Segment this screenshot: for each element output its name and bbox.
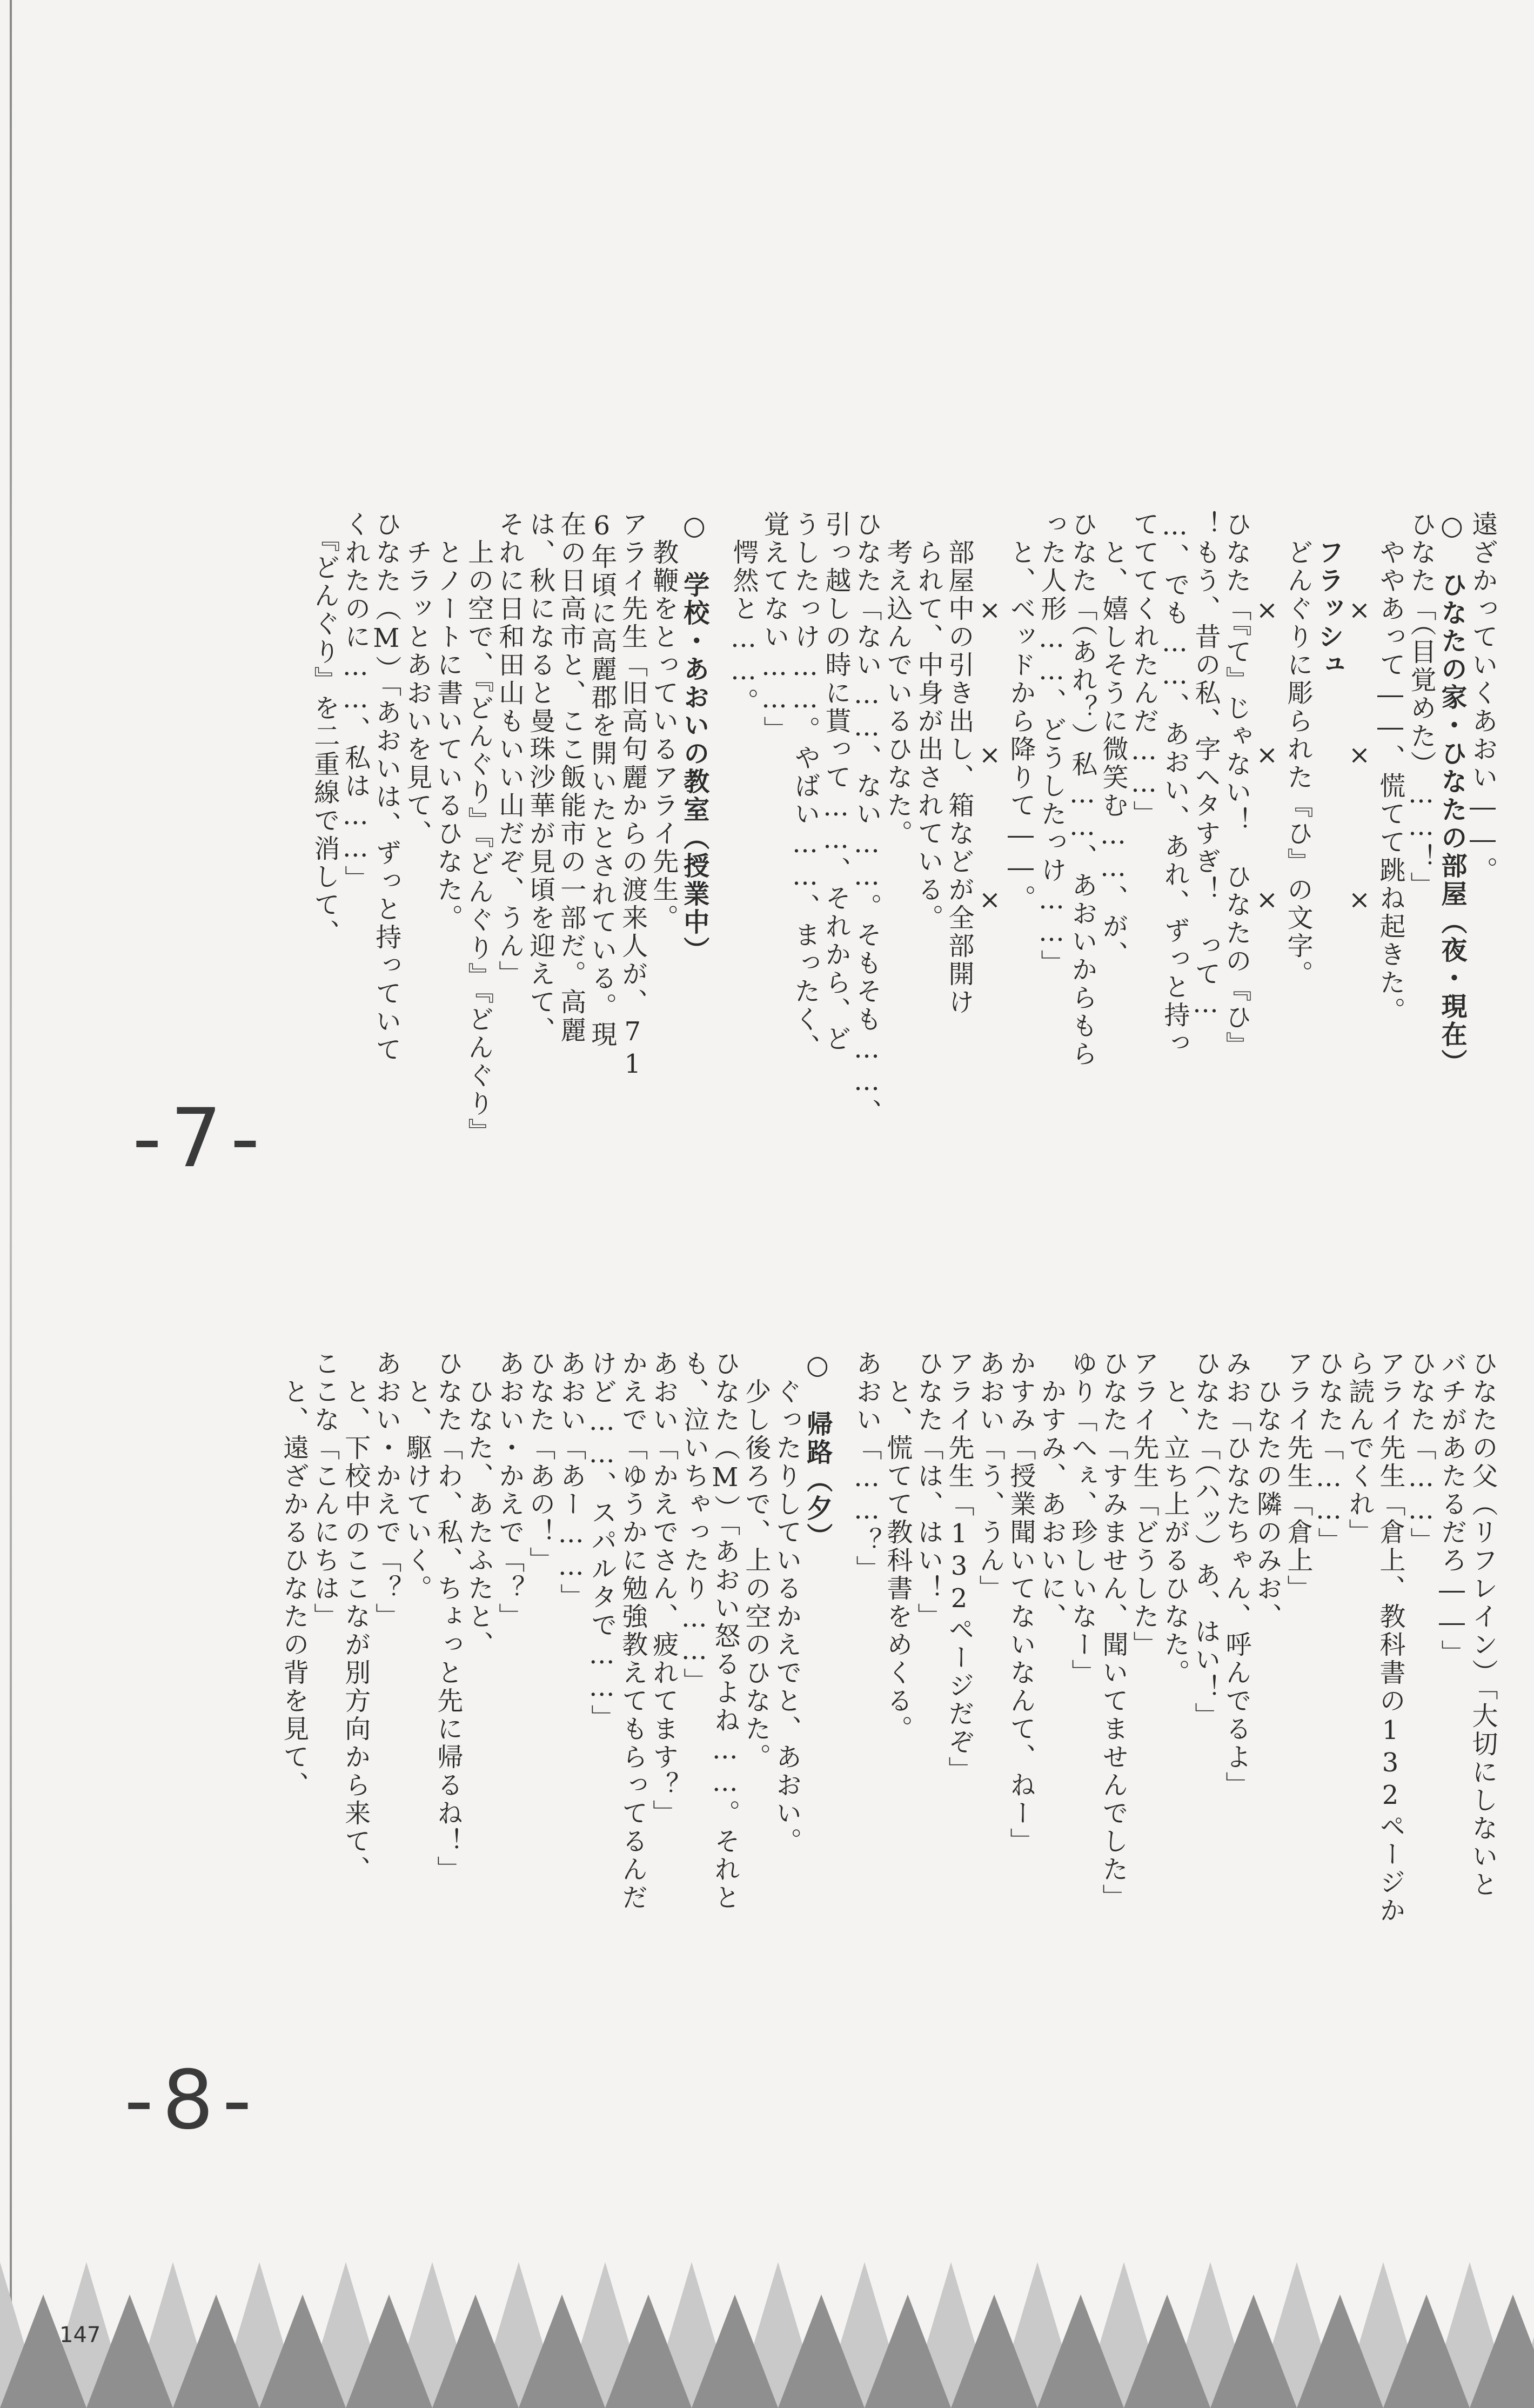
- script-line: それに日和田山もいい山だぞ、うん」: [494, 511, 525, 988]
- scene-heading: ○ ひなたの家・ひなたの部屋（夜・現在）: [1437, 511, 1467, 1077]
- script-line: チラッとあおいを見て、: [401, 511, 432, 848]
- script-line: ひなた「は、はい！」: [913, 1350, 943, 1631]
- script-line: ひなた「すみません、聞いてませんでした」: [1098, 1350, 1128, 1912]
- script-line: かえで「ゆうかに勉強教えてもらってるんだ: [617, 1350, 648, 1912]
- script-line: バチがあたるだろ――」: [1437, 1350, 1467, 1668]
- scene-heading: ○ 帰路（夕）: [802, 1350, 833, 1551]
- script-line: ひなた（M）「あおいは、ずっと持っていて: [371, 511, 401, 1064]
- script-line: ひなた、あたふたと、: [463, 1350, 494, 1659]
- script-line: ひなたの父（リフレイン）「大切にしないと: [1468, 1350, 1498, 1899]
- binding-line: [10, 0, 12, 2408]
- script-line: あおい・かえで「？」: [371, 1350, 401, 1631]
- script-line: くれたのに……、私は……」: [340, 511, 371, 893]
- script-line: った人形……、どうしたっけ……」: [1036, 511, 1067, 978]
- script-line: ひなた「ない……、ない……。そもそも……、: [852, 511, 882, 1127]
- script-line: 『どんぐり』を二重線で消して、: [309, 511, 340, 947]
- script-line: ややあって――、慌てて跳ね起きた。: [1375, 511, 1405, 1025]
- script-line: ら読んでくれ」: [1344, 1350, 1375, 1547]
- script-line: あおい・かえで「？」: [494, 1350, 525, 1631]
- script-line: × × ×: [975, 511, 1005, 917]
- script-line: 上の空で、『どんぐり』『どんぐり』『どんぐり』: [463, 511, 494, 1146]
- script-line: 引っ越しの時に貰って……、それから、ど: [821, 511, 851, 1053]
- script-line: てててくれたんだ……」: [1129, 511, 1159, 828]
- script-line: 愕然と……。: [728, 511, 759, 716]
- script-line: ひなた（M）「あおい怒るよね……。それと: [709, 1350, 740, 1912]
- script-line: あおい「あー……」: [555, 1350, 586, 1611]
- scene-heading: ○ 学校・あおいの教室（授業中）: [679, 511, 709, 965]
- script-line: とノートに書いているひなた。: [432, 511, 463, 932]
- triangle-footer-decoration: [0, 2230, 1534, 2408]
- script-line: 覚えてない……」: [759, 511, 789, 744]
- script-line: ！もう、昔の私、字ヘタすぎ！ って…: [1190, 511, 1221, 1021]
- script-line: ひなた「（ハッ）あ、はい！」: [1190, 1350, 1221, 1730]
- script-line: ひなた「……」: [1406, 1350, 1436, 1555]
- script-line: ゆり「へぇ、珍しいなー」: [1067, 1350, 1097, 1687]
- scene-number-7: -7-: [132, 1092, 269, 1186]
- script-line: フラッシュ: [1314, 511, 1344, 679]
- script-line: ひなた「……」: [1314, 1350, 1344, 1555]
- script-line: ひなた「（目覚めた）……！」: [1406, 511, 1436, 900]
- script-line: アライ先生「旧高句麗からの渡来人が、71: [617, 511, 648, 1081]
- script-line: と、慌てて教科書をめくる。: [882, 1350, 913, 1743]
- page-folio: 147: [59, 2323, 101, 2347]
- script-line: ひなた「『て』じゃない！ ひなたの『ひ』: [1221, 511, 1251, 1060]
- script-line: と、立ち上がるひなた。: [1160, 1350, 1190, 1687]
- script-line: ひなた「わ、私、ちょっと先に帰るね！」: [432, 1350, 463, 1884]
- script-line: …、でも……、あおい、あれ、ずっと持っ: [1160, 511, 1190, 1058]
- script-line: 少し後ろで、上の空のひなた。: [740, 1350, 771, 1771]
- script-line: アライ先生「倉上」: [1283, 1350, 1313, 1603]
- script-line: 考え込んでいるひなた。: [882, 511, 913, 848]
- script-line: あおい「かえでさん、疲れてます？」: [648, 1350, 679, 1828]
- script-line: うしたっけ……。やばい……、まったく、: [790, 511, 820, 1062]
- script-line: × × ×: [1344, 511, 1375, 917]
- script-line: みお「ひなたちゃん、呼んでるよ」: [1221, 1350, 1251, 1800]
- script-line: 在の日高市と、ここ飯能市の一部だ。高麗: [555, 511, 586, 1045]
- script-line: どんぐりに彫られた『ひ』の文字。: [1283, 511, 1313, 988]
- script-line: かすみ、あおいに、: [1036, 1350, 1067, 1631]
- script-line: ひなたの隣のみお、: [1252, 1350, 1282, 1631]
- scene-number-8: -8-: [124, 2054, 260, 2148]
- script-line: は、秋になると曼珠沙華が見頃を迎えて、: [525, 511, 555, 1045]
- script-line: あおい「……？」: [852, 1350, 882, 1583]
- script-line: かすみ「授業聞いてないなんて、ねー」: [1006, 1350, 1036, 1856]
- script-line: 遠ざかっていくあおい――。: [1468, 511, 1498, 885]
- script-line: × × ×: [1252, 511, 1282, 917]
- script-line: と、下校中のここなが別方向から来て、: [340, 1350, 371, 1884]
- script-line: アライ先生「倉上、教科書の132ページか: [1375, 1350, 1405, 1925]
- script-line: ぐったりしているかえでと、あおい。: [771, 1350, 802, 1856]
- script-line: られて、中身が出されている。: [913, 511, 943, 932]
- script-line: アライ先生「132ページだぞ」: [944, 1350, 974, 1784]
- script-line: と、ベッドから降りて――。: [1006, 511, 1036, 913]
- script-line: ひなた「あの！」: [525, 1350, 555, 1575]
- script-line: 部屋中の引き出し、箱などが全部開け: [944, 511, 974, 1016]
- script-line: 教鞭をとっているアライ先生。: [648, 511, 679, 932]
- script-line: けど……、スパルタで……」: [586, 1350, 617, 1733]
- script-line: と、遠ざかるひなたの背を見て、: [278, 1350, 309, 1800]
- script-line: 6年頃に高麗郡を開いたとされている。現: [586, 511, 617, 1049]
- script-line: も、泣いちゃったり……」: [679, 1350, 709, 1696]
- script-line: アライ先生「どうした」: [1129, 1350, 1159, 1659]
- script-line: ひなた「（あれ？）私……、あおいからもら: [1067, 511, 1097, 1068]
- script-line: と、駆けていく。: [401, 1350, 432, 1603]
- script-line: あおい「う、うん」: [975, 1350, 1005, 1603]
- script-line: ここな「こんにちは」: [309, 1350, 340, 1631]
- script-line: と、嬉しそうに微笑む……、が、: [1098, 511, 1128, 969]
